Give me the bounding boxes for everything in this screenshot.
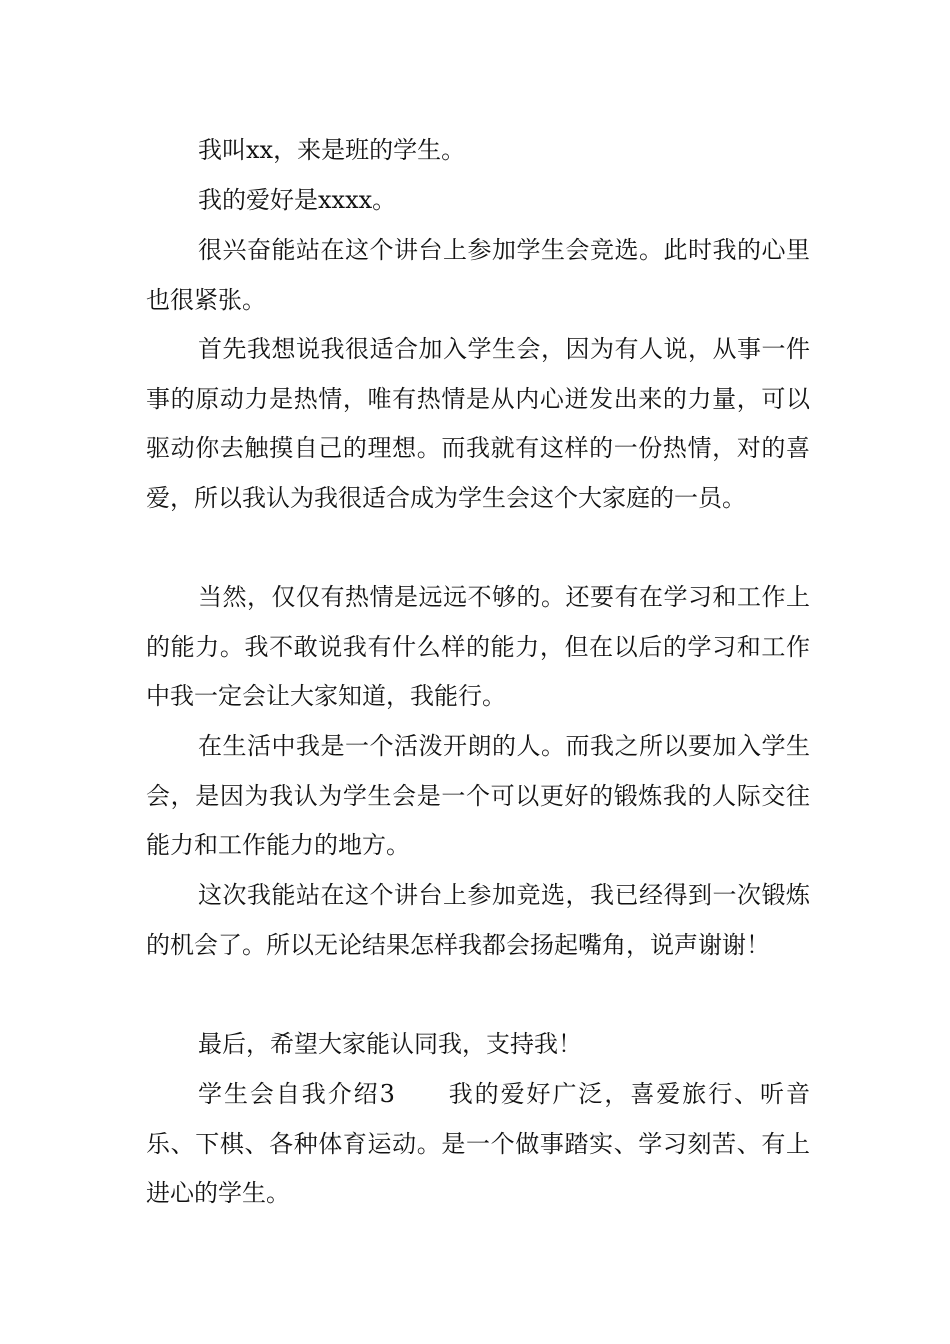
paragraph-excited: 很兴奋能站在这个讲台上参加学生会竞选。此时我的心里也很紧张。 [146, 236, 810, 314]
paragraph-ability: 当然，仅仅有热情是远远不够的。还要有在学习和工作上的能力。我不敢说我有什么样的能力，但在以后的学习和工作中我一定会让大家知道，我能行。 [146, 583, 810, 710]
paragraph-hobby: 我的爱好是xxxx。 [198, 186, 397, 214]
paragraph-opportunity: 这次我能站在这个讲台上参加竞选，我已经得到一次锻炼的机会了。所以无论结果怎样我都会扬起嘴角，说声谢谢！ [146, 881, 810, 959]
paragraph-passion: 首先我想说我很适合加入学生会，因为有人说，从事一件事的原动力是热情，唯有热情是从内心迸发出来的力量，可以驱动你去触摸自己的理想。而我就有这样的一份热情，对的喜爱，所以我认为我很适合成为学生会这个大家庭的一员。 [146, 335, 810, 512]
paragraph-closing: 最后，希望大家能认同我，支持我！ [198, 1030, 582, 1058]
paragraph-name: 我叫xx，来是班的学生。 [198, 136, 466, 164]
paragraph-personality: 在生活中我是一个活泼开朗的人。而我之所以要加入学生会，是因为我认为学生会是一个可以更好的锻炼我的人际交往能力和工作能力的地方。 [146, 732, 810, 859]
paragraph-intro-3: 学生会自我介绍3 我的爱好广泛，喜爱旅行、听音乐、下棋、各种体育运动。是一个做事踏实、学习刻苦、有上进心的学生。 [146, 1080, 810, 1207]
